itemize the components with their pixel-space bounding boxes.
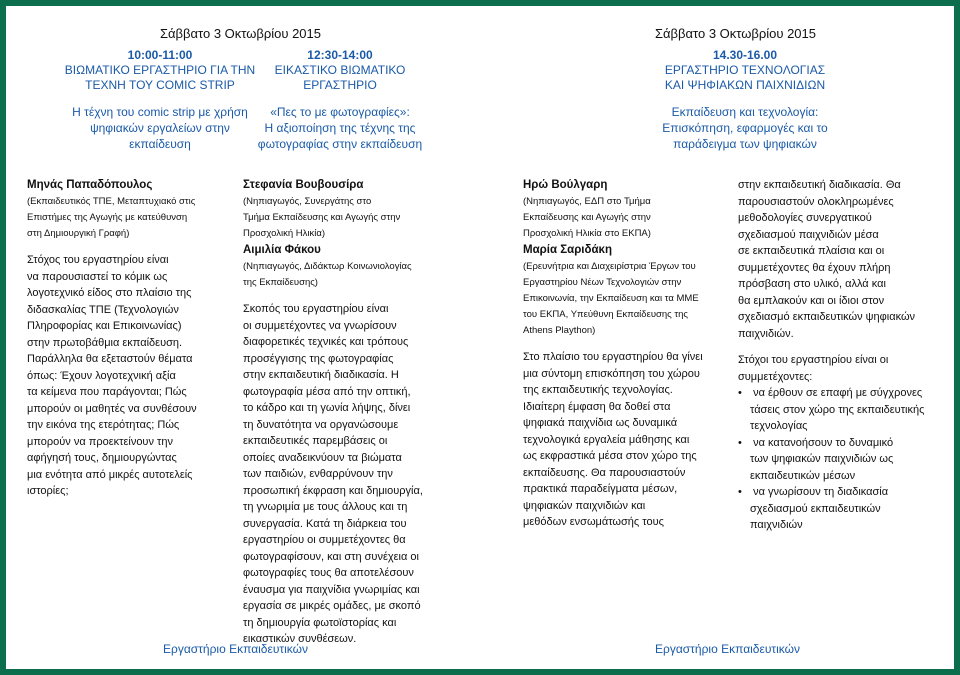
- session2-desc: [230, 104, 450, 152]
- speaker-role: [243, 259, 458, 291]
- role-line: Προσχολική Ηλικία στο ΕΚΠΑ): [523, 228, 651, 239]
- body-line: λογοτεχνικό είδος στο πλαίσιο της: [27, 287, 192, 299]
- body-line: φωτογραφίες τους θα αποτελέσουν: [243, 567, 414, 579]
- goal-line: σχεδιασμού εκπαιδευτικών: [750, 502, 881, 515]
- role-line: (Ερευνήτρια και Διαχειρίστρια Έργων του: [523, 261, 696, 272]
- body-line: Πληροφορίας και Επικοινωνίας): [27, 320, 182, 332]
- right-footer: Εργαστήριο Εκπαιδευτικών: [655, 642, 801, 656]
- body-line: Ιδιαίτερη έμφαση θα δοθεί στα: [523, 400, 671, 413]
- body-line: Παράλληλα θα εξεταστούν θέματα: [27, 353, 193, 365]
- column-vouvousira-fakou: [243, 177, 458, 648]
- body-line: συνεργασία. Κατά τη διάρκεια του: [243, 517, 407, 530]
- body-line: διδασκαλίας ΤΠΕ (Τεχνολογιών: [27, 303, 179, 316]
- session2-time: 12:30-14:00: [307, 48, 373, 62]
- body-line: μπορούν να προεκτείνουν την: [27, 435, 173, 448]
- goals-intro: [738, 352, 943, 385]
- body-line: τα κείμενα που παράγονται; Πώς: [27, 386, 187, 398]
- speaker-role: [523, 194, 738, 242]
- body-line: τεχνολογικά εργαλεία μάθησης και: [523, 433, 690, 446]
- body-line: παιχνιδιών.: [738, 327, 794, 340]
- column-continuation: [738, 177, 943, 534]
- role-line: στη Δημιουργική Γραφή): [27, 228, 130, 239]
- speaker-role: [27, 194, 232, 242]
- role-line: Athens Plaython): [523, 325, 596, 336]
- body-line: εργασία σε μικρές ομάδες, με σκοπό: [243, 600, 421, 612]
- body-line: συμμετέχοντες:: [738, 370, 813, 383]
- bottom-border: [0, 669, 960, 675]
- session3-desc-line: Εκπαίδευση και τεχνολογία:: [671, 105, 819, 119]
- body-line: Στο πλαίσιο του εργαστηρίου θα γίνει: [523, 351, 703, 363]
- goal-line: παιχνιδιών: [750, 519, 803, 531]
- body-line: τη γνωριμία με τους άλλους και τη: [243, 501, 408, 513]
- body-line: σχεδιασμό εκπαιδευτικών ψηφιακών: [738, 311, 916, 323]
- body-line: μεθόδων ενσωμάτωσής τους: [523, 516, 664, 528]
- workshop-description-continued: [738, 177, 943, 342]
- speaker-name: Ηρώ Βούλγαρη: [523, 179, 608, 191]
- body-line: στην εκπαιδευτική διαδικασία. Θα: [738, 179, 901, 191]
- session1-title-line: ΒΙΩΜΑΤΙΚΟ ΕΡΓΑΣΤΗΡΙΟ ΓΙΑ ΤΗΝ: [64, 63, 256, 77]
- role-line: Εκπαίδευσης και Αγωγής στην: [523, 212, 651, 223]
- body-line: σε εκπαιδευτικά πλαίσια και οι: [738, 245, 885, 257]
- session2-desc-line: «Πες το με φωτογραφίες»:: [270, 105, 410, 119]
- goal-item: [738, 435, 943, 485]
- right-date: Σάββατο 3 Οκτωβρίου 2015: [655, 26, 817, 41]
- session1-desc-line: εκπαίδευση: [129, 137, 191, 151]
- top-border: [0, 0, 960, 6]
- body-line: τη δημιουργία φωτοϊστορίας και: [243, 616, 397, 629]
- workshop-description: [243, 301, 458, 648]
- body-line: μια σύντομη επισκόπηση του χώρου: [523, 367, 700, 380]
- goal-line: τάσεις στον χώρο της εκπαιδευτικής: [750, 403, 925, 416]
- goal-item: [738, 484, 943, 534]
- session1-desc-line: ψηφιακών εργαλείων στην: [90, 121, 230, 135]
- body-line: το κάδρο και τη γωνία λήψης, δίνει: [243, 402, 411, 414]
- body-line: φωτογραφίσουν, και στη συνέχεια οι: [243, 550, 419, 563]
- speaker-name: Μαρία Σαριδάκη: [523, 244, 612, 256]
- body-line: οποίες αναδεικνύουν τα βιώματα: [243, 451, 402, 464]
- role-line: (Νηπιαγωγός, ΕΔΠ στο Τμήμα: [523, 196, 651, 207]
- session3-desc: [605, 104, 885, 152]
- role-line: Επιστήμες της Αγωγής με κατεύθυνση: [27, 212, 188, 223]
- goal-line: τεχνολογίας: [750, 420, 808, 432]
- role-line: (Εκπαιδευτικός ΤΠΕ, Μεταπτυχιακό στις: [27, 196, 196, 207]
- workshop-description: [27, 252, 232, 500]
- session2-title-line: ΕΙΚΑΣΤΙΚΟ ΒΙΩΜΑΤΙΚΟ: [274, 63, 406, 77]
- body-line: των παιδιών, ενθαρρύνουν την: [243, 468, 393, 480]
- body-line: στην πρωτοβάθμια εκπαίδευση.: [27, 336, 183, 349]
- body-line: ως εκφραστικά μέσα στον χώρο της: [523, 450, 697, 462]
- session3-title-line: ΚΑΙ ΨΗΦΙΑΚΩΝ ΠΑΙΧΝΙΔΙΩΝ: [664, 78, 826, 92]
- workshop-description: [523, 349, 738, 531]
- body-line: μια ενότητα από μικρές αυτοτελείς: [27, 468, 193, 481]
- role-line: Εργαστηρίου Νέων Τεχνολογιών στην: [523, 277, 682, 288]
- body-line: διαφορετικές τεχνικές και τρόπους: [243, 336, 409, 348]
- role-line: (Νηπιαγωγός, Συνεργάτης στο: [243, 196, 372, 207]
- body-line: προσέγγισης της φωτογραφίας: [243, 352, 394, 365]
- body-line: στην εκπαιδευτική διαδικασία. Η: [243, 369, 399, 381]
- session1-title-line: ΤΕΧΝΗ ΤΟΥ COMIC STRIP: [85, 78, 235, 92]
- body-line: παρουσιαστούν ολοκληρωμένες: [738, 195, 894, 208]
- session1-time: 10:00-11:00: [127, 48, 193, 62]
- column-papadopoulos: [27, 177, 232, 500]
- body-line: Σκοπός του εργαστηρίου είναι: [243, 303, 389, 315]
- body-line: εκπαιδευτικές παρεμβάσεις οι: [243, 435, 388, 447]
- session2-desc-line: Η αξιοποίηση της τέχνης της: [264, 121, 416, 135]
- session3-desc-line: παράδειγμα των ψηφιακών: [673, 137, 817, 151]
- body-line: εργαστηρίου οι συμμετέχοντες θα: [243, 534, 406, 546]
- goal-line: να έρθουν σε επαφή με σύγχρονες: [753, 387, 923, 399]
- body-line: έναυσμα για παιχνίδια γνωριμίας και: [243, 583, 420, 596]
- left-border: [0, 0, 6, 675]
- goal-line: να κατανοήσουν το δυναμικό: [753, 436, 894, 449]
- role-line: Τμήμα Εκπαίδευσης και Αγωγής στην: [243, 212, 401, 223]
- body-line: όπως: Έχουν λογοτεχνική αξία: [27, 369, 176, 382]
- role-line: της Εκπαίδευσης): [243, 277, 318, 288]
- column-voulgari-saridaki: [523, 177, 738, 531]
- goal-line: των ψηφιακών παιχνιδιών ως: [750, 453, 894, 465]
- session2-title: [230, 63, 450, 93]
- left-footer: Εργαστήριο Εκπαιδευτικών: [163, 642, 309, 656]
- session2-desc-line: φωτογραφίας στην εκπαίδευση: [257, 137, 423, 151]
- session1-desc-line: Η τέχνη του comic strip με χρήση: [72, 105, 248, 119]
- body-line: Στόχος του εργαστηρίου είναι: [27, 254, 169, 266]
- right-border: [954, 0, 960, 675]
- goal-item: [738, 385, 943, 435]
- body-line: πρόσβαση στο υλικό, αλλά και: [738, 278, 886, 290]
- role-line: του ΕΚΠΑ, Υπεύθυνη Εκπαίδευσης της: [523, 309, 688, 320]
- role-line: Επικοινωνία, την Εκπαίδευση και τα ΜΜΕ: [523, 293, 699, 304]
- body-line: θα εμπλακούν και οι ίδιοι στον: [738, 294, 885, 307]
- speaker-name: Αιμιλία Φάκου: [243, 244, 321, 256]
- body-line: Στόχοι του εργαστηρίου είναι οι: [738, 354, 889, 366]
- body-line: σχεδιασμού παιχνιδιών μέσα: [738, 228, 879, 241]
- body-line: οι συμμετέχοντες να γνωρίσουν: [243, 319, 397, 332]
- role-line: Προσχολική Ηλικία): [243, 228, 326, 239]
- body-line: συμμετέχοντες θα έχουν πλήρη: [738, 261, 891, 274]
- speaker-role: [523, 259, 738, 339]
- body-line: μπορούν οι μαθητές να συνθέσουν: [27, 402, 197, 415]
- speaker-name: Μηνάς Παπαδόπουλος: [27, 179, 153, 191]
- role-line: (Νηπιαγωγός, Διδάκτωρ Κοινωνιολογίας: [243, 261, 412, 272]
- body-line: εκπαίδευσης. Θα παρουσιαστούν: [523, 466, 686, 479]
- session3-time: 14.30-16.00: [712, 48, 778, 62]
- left-date: Σάββατο 3 Οκτωβρίου 2015: [160, 26, 322, 41]
- session3-title-line: ΕΡΓΑΣΤΗΡΙΟ ΤΕΧΝΟΛΟΓΙΑΣ: [664, 63, 826, 77]
- body-line: ψηφιακών παιχνιδιών και: [523, 499, 646, 512]
- body-line: πρακτικά παραδείγματα μέσων,: [523, 483, 678, 495]
- speaker-role: [243, 194, 458, 242]
- body-line: φωτογραφία μέσα από την οπτική,: [243, 385, 411, 398]
- body-line: ψηφιακά παιχνίδια ως δυναμικά: [523, 417, 678, 429]
- session3-desc-line: Επισκόπηση, εφαρμογές και το: [662, 121, 828, 135]
- body-line: της εκπαιδευτικής τεχνολογίας.: [523, 384, 673, 396]
- goal-line: να γνωρίσουν τη διαδικασία: [753, 486, 889, 498]
- body-line: ιστορίες;: [27, 485, 69, 497]
- session3-title: [605, 63, 885, 93]
- goal-line: εκπαιδευτικών μέσων: [750, 469, 856, 482]
- body-line: εικαστικών συνθέσεων.: [243, 633, 357, 645]
- session2-title-line: ΕΡΓΑΣΤΗΡΙΟ: [303, 78, 377, 92]
- body-line: τη δυνατότητα να οργανώσουμε: [243, 418, 399, 431]
- body-line: να παρουσιαστεί το κόμικ ως: [27, 270, 168, 283]
- body-line: την εικόνα της ετερότητας; Πώς: [27, 419, 180, 431]
- body-line: αφήγησή τους, δημιουργώντας: [27, 452, 177, 464]
- body-line: μεθοδολογίες συνεργατικού: [738, 212, 872, 224]
- speaker-name: Στεφανία Βουβουσίρα: [243, 179, 364, 191]
- goals-list: [738, 385, 943, 534]
- body-line: προσωπική έκφραση και δημιουργία,: [243, 484, 423, 497]
